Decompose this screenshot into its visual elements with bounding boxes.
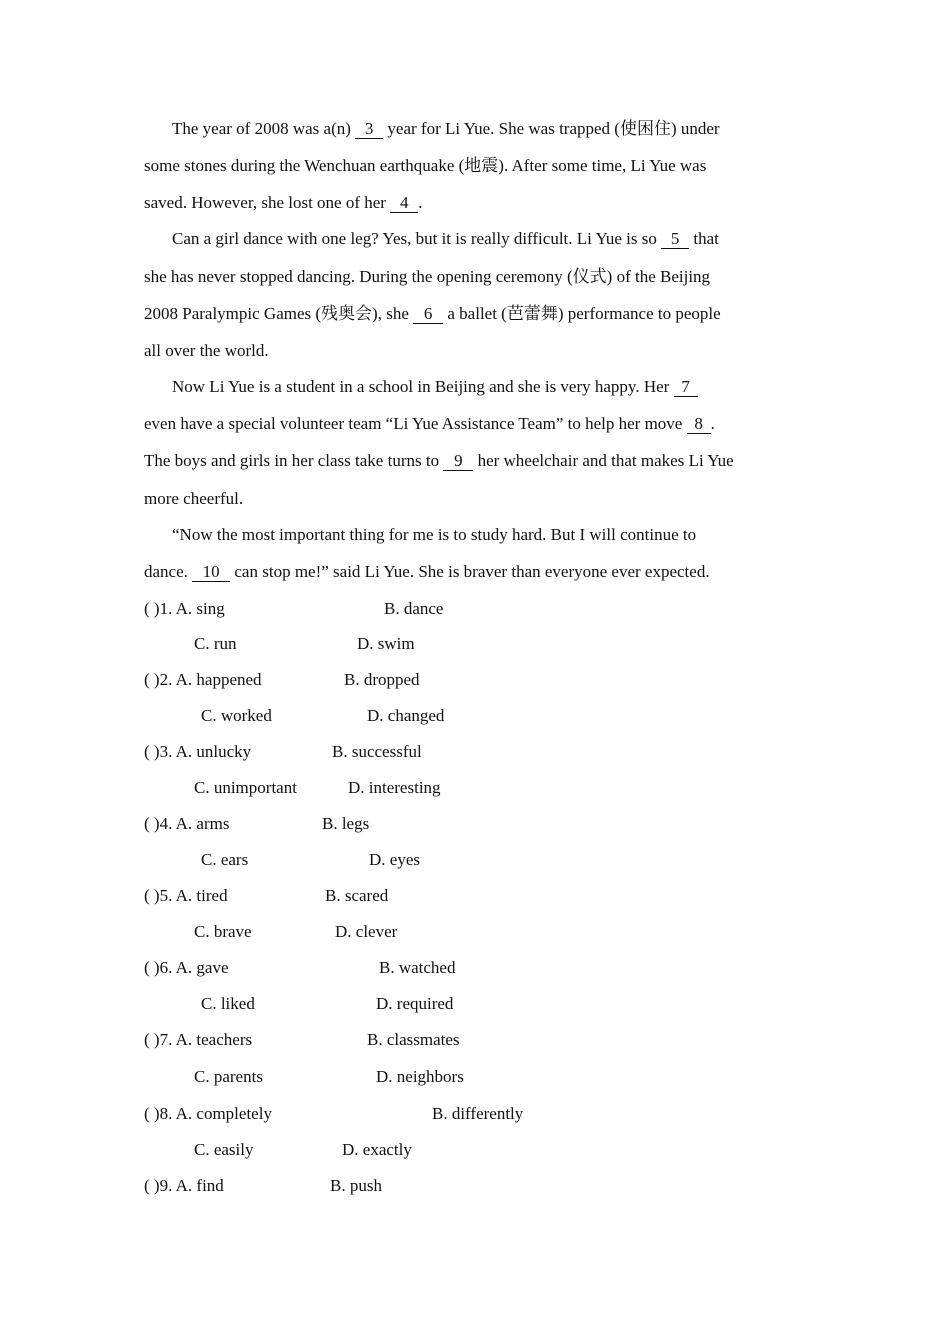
question-stem: ( )2. A. happened	[144, 670, 262, 689]
option-c: C. worked	[201, 706, 272, 725]
option-d: D. interesting	[348, 778, 441, 797]
blank-9: 9	[443, 452, 473, 471]
option-b: B. successful	[332, 742, 422, 761]
passage-text: that	[689, 229, 719, 248]
blank-3: 3	[355, 120, 383, 139]
question-stem: ( )7. A. teachers	[144, 1030, 253, 1049]
option-d: D. eyes	[369, 850, 420, 869]
passage-line	[144, 414, 715, 434]
blank-6: 6	[413, 305, 443, 324]
passage-line	[144, 304, 721, 324]
option-c: C. ears	[201, 850, 249, 869]
option-d: D. neighbors	[376, 1067, 464, 1086]
option-b: B. scared	[325, 886, 389, 905]
option-c: C. brave	[194, 922, 252, 941]
passage-text: The boys and girls in her class take turns to	[144, 451, 444, 470]
passage-text: a ballet (芭蕾舞) performance to people	[443, 304, 721, 323]
passage-line	[172, 377, 698, 397]
passage-line	[144, 193, 422, 213]
option-b: B. legs	[322, 814, 370, 833]
option-d: D. changed	[367, 706, 445, 725]
passage-line: she has never stopped dancing. During the opening ceremony (仪式) of the Beijing	[144, 267, 711, 286]
passage-text: 2008 Paralympic Games (残奥会), she	[144, 304, 414, 323]
question-stem: ( )8. A. completely	[144, 1104, 272, 1123]
passage-line: “Now the most important thing for me is to study hard. But I will continue to	[172, 525, 697, 544]
option-b: B. dropped	[344, 670, 420, 689]
blank-8: 8	[687, 415, 711, 434]
passage-text: .	[418, 193, 423, 212]
option-c: C. unimportant	[194, 778, 297, 797]
question-stem: ( )3. A. unlucky	[144, 742, 252, 761]
passage-line	[144, 451, 734, 471]
option-c: C. easily	[194, 1140, 254, 1159]
passage-line	[172, 119, 720, 139]
blank-10: 10	[192, 563, 230, 582]
option-d: D. clever	[335, 922, 398, 941]
option-b: B. classmates	[367, 1030, 460, 1049]
passage-text: saved. However, she lost one of her	[144, 193, 391, 212]
option-b: B. push	[330, 1176, 382, 1195]
option-d: D. required	[376, 994, 454, 1013]
option-c: C. run	[194, 634, 237, 653]
passage-text: dance.	[144, 562, 193, 581]
passage-line: all over the world.	[144, 341, 269, 360]
question-stem: ( )9. A. find	[144, 1176, 224, 1195]
passage-text: Now Li Yue is a student in a school in Beijing and she is very happy. Her	[172, 377, 674, 396]
passage-line: some stones during the Wenchuan earthquake (地震). After some time, Li Yue was	[144, 156, 707, 175]
passage-text: year for Li Yue. She was trapped (使困住) under	[383, 119, 720, 138]
passage-text: can stop me!” said Li Yue. She is braver than everyone ever expected.	[230, 562, 710, 581]
passage-text: The year of 2008 was a(n)	[172, 119, 356, 138]
option-b: B. dance	[384, 599, 444, 618]
option-d: D. exactly	[342, 1140, 412, 1159]
passage-text: Can a girl dance with one leg? Yes, but it is really difficult. Li Yue is so	[172, 229, 662, 248]
passage-line	[144, 562, 710, 582]
blank-7: 7	[674, 378, 698, 397]
option-b: B. watched	[379, 958, 456, 977]
option-b: B. differently	[432, 1104, 524, 1123]
question-stem: ( )5. A. tired	[144, 886, 228, 905]
passage-line: more cheerful.	[144, 489, 244, 508]
option-d: D. swim	[357, 634, 415, 653]
blank-5: 5	[661, 230, 689, 249]
passage-line	[172, 229, 719, 249]
question-stem: ( )1. A. sing	[144, 599, 225, 618]
option-c: C. liked	[201, 994, 255, 1013]
blank-4: 4	[390, 194, 418, 213]
passage-text: even have a special volunteer team “Li Yue Assistance Team” to help her move	[144, 414, 687, 433]
question-stem: ( )4. A. arms	[144, 814, 230, 833]
passage-text: her wheelchair and that makes Li Yue	[473, 451, 734, 470]
question-stem: ( )6. A. gave	[144, 958, 229, 977]
passage-text: .	[710, 414, 715, 433]
option-c: C. parents	[194, 1067, 263, 1086]
